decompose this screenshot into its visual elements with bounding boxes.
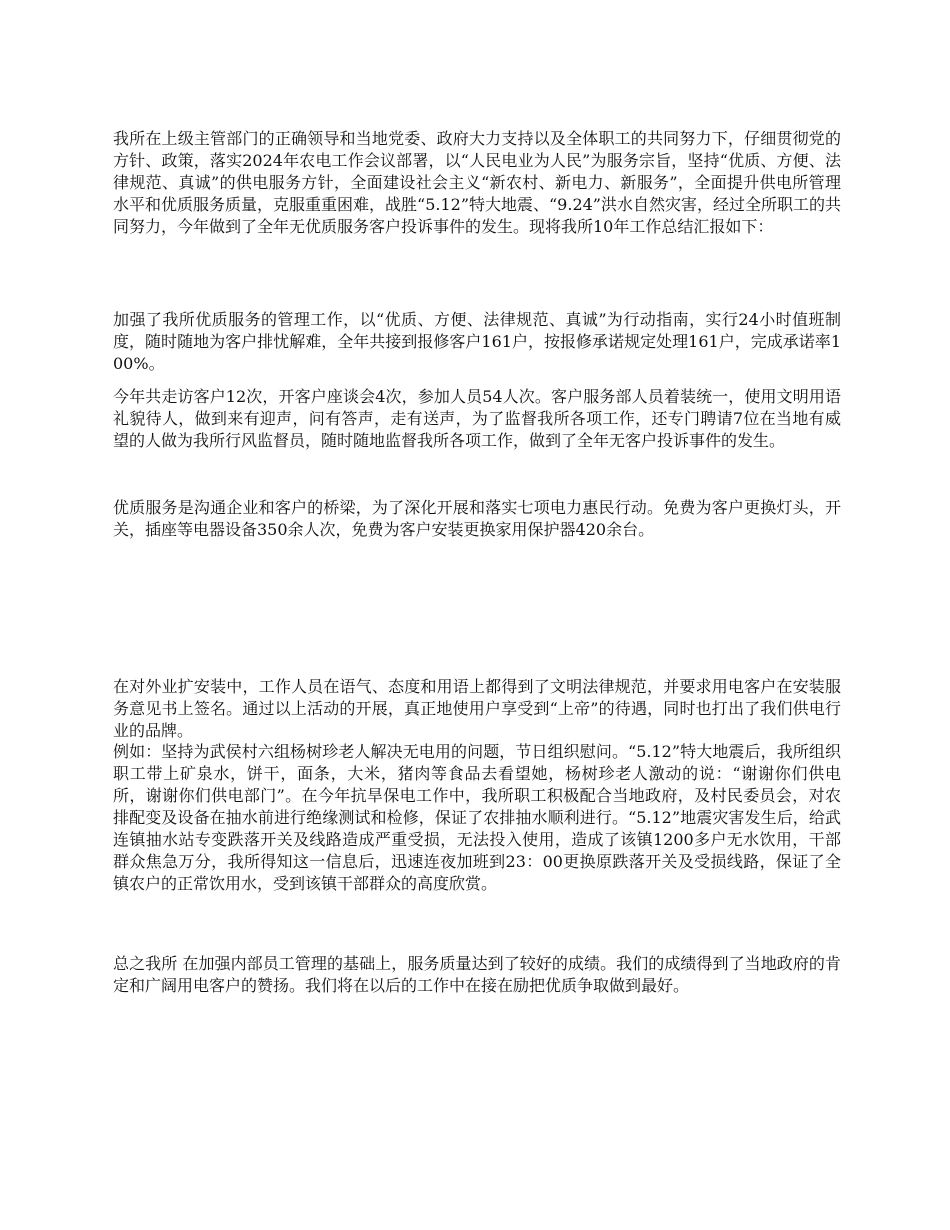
paragraph-free-service: 优质服务是沟通企业和客户的桥梁，为了深化开展和落实七项电力惠民行动。免费为客户更换灯头，开关，插座等电器设备350余人次，免费为客户安装更换家用保护器420余台。 xyxy=(113,498,841,539)
paragraph-introduction: 我所在上级主管部门的正确领导和当地党委、政府大力支持以及全体职工的共同努力下，仔细贯彻党的方针、政策，落实2024年农电工作会议部署，以“人民电业为人民”为服务宗旨，坚持“优质、方便、法律规范、真诚”的供电服务方针，全面建设社会主义“新农村、新电力、新服务”，全面提升供电所管理水平和优质服务质量，克服重重困难，战胜“5.12”特大地震、“9.24”洪水自然灾害，经过全所职工的共同努力，今年做到了全年无优质服务客户投诉事件的发生。现将我所10年工作总结汇报如下： xyxy=(113,129,841,236)
paragraph-example: 例如：坚持为武侯村六组杨树珍老人解决无电用的问题，节日组织慰问。“5.12”特大地震后，我所组织职工带上矿泉水，饼干，面条，大米，猪肉等食品去看望她，杨树珍老人激动的说：“谢谢你们供电所，谢谢你们供电部门”。在今年抗旱保电工作中，我所职工积极配合当地政府，及村民委员会，对农排配变及设备在抽水前进行绝缘测试和检修，保证了农排抽水顺利进行。“5.12”地震灾害发生后，给武连镇抽水站专变跌落开关及线路造成严重受损，无法投入使用，造成了该镇1200多户无水饮用，干部群众焦急万分，我所得知这一信息后，迅速连夜加班到23：00更换原跌落开关及受损线路，保证了全镇农户的正常饮用水，受到该镇干部群众的高度欣赏。 xyxy=(113,742,841,893)
paragraph-installation: 在对外业扩安装中，工作人员在语气、态度和用语上都得到了文明法律规范，并要求用电客户在安装服务意见书上签名。通过以上活动的开展，真正地使用户享受到“上帝”的待遇，同时也打出了我们供电行业的品牌。 xyxy=(113,677,841,740)
paragraph-customer-visits: 今年共走访客户12次，开客户座谈会4次，参加人员54人次。客户服务部人员着装统一，使用文明用语礼貌待人，做到来有迎声，问有答声，走有送声，为了监督我所各项工作，还专门聘请7位在当地有威望的人做为我所行风监督员，随时随地监督我所各项工作，做到了全年无客户投诉事件的发生。 xyxy=(113,387,841,450)
paragraph-service-management: 加强了我所优质服务的管理工作，以“优质、方便、法律规范、真诚”为行动指南，实行24小时值班制度，随时随地为客户排忧解难，全年共接到报修客户161户，按报修承诺规定处理161户，完成承诺率100%。 xyxy=(113,310,841,373)
paragraph-conclusion: 总之我所 在加强内部员工管理的基础上，服务质量达到了较好的成绩。我们的成绩得到了当地政府的肯定和广阔用电客户的赞扬。我们将在以后的工作中在接在励把优质争取做到最好。 xyxy=(113,954,841,995)
